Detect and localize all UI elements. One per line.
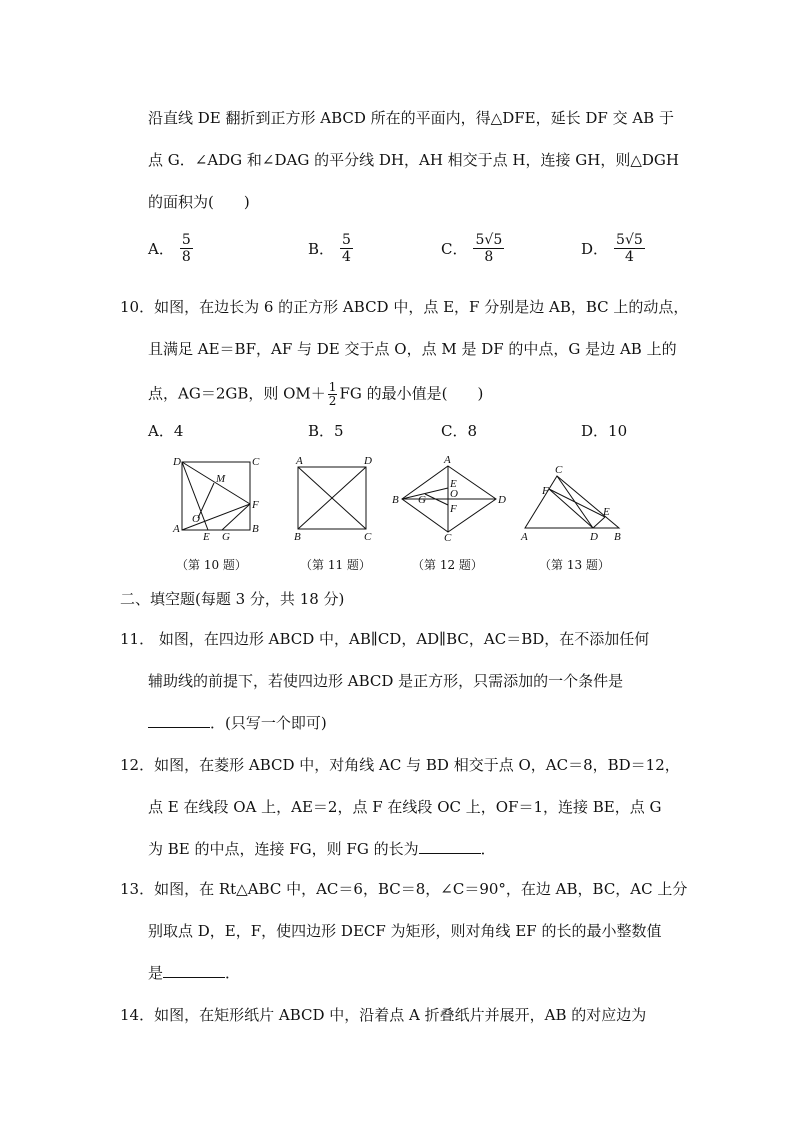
- q10-line-2: 且满足 AE＝BF，AF 与 DE 交于点 O，点 M 是 DF 的中点，G 是边 AB 上的: [148, 340, 677, 358]
- fraction: $\frac{5√5}{4}$: [616, 232, 643, 265]
- q9-option-d[interactable]: [581, 232, 645, 265]
- q9-option-b[interactable]: [308, 232, 353, 265]
- q12-line-3: [148, 839, 496, 859]
- q11-line-1: 11． 如图，在四边形 ABCD 中，AB∥CD，AD∥BC，AC＝BD，在不添加任何: [120, 630, 650, 648]
- q9-line-2: 点 G．∠ADG 和∠DAG 的平分线 DH，AH 相交于点 H，连接 GH，则△DGH: [148, 151, 679, 169]
- fig10-label-f: F: [252, 499, 259, 511]
- q9-line-3: 的面积为( ): [148, 193, 250, 211]
- fig10-label-e: E: [203, 531, 210, 543]
- figure-12: [390, 452, 510, 542]
- q10-option-b[interactable]: B．5: [308, 422, 344, 440]
- q12-line-1: 12．如图，在菱形 ABCD 中，对角线 AC 与 BD 相交于点 O，AC＝8，BD＝12，: [120, 756, 680, 774]
- fig13-label-a: A: [521, 531, 528, 543]
- fig12-label-f: F: [450, 503, 457, 515]
- option-letter: C．: [441, 240, 468, 258]
- q11-answer-blank[interactable]: [148, 713, 210, 728]
- q10-line-3: [148, 381, 483, 408]
- fig10-label-g: G: [222, 531, 230, 543]
- fraction: $\frac{5}{4}$: [342, 232, 351, 265]
- fig12-label-b: B: [392, 494, 399, 506]
- fig10-label-b: B: [252, 523, 259, 535]
- q10-option-a[interactable]: A．4: [148, 422, 184, 440]
- option-letter: B．: [308, 240, 335, 258]
- q13-line-3-end: ．: [225, 964, 241, 982]
- fig13-label-b: B: [614, 531, 621, 543]
- fig12-label-a: A: [444, 454, 451, 466]
- q13-answer-blank[interactable]: [163, 963, 225, 978]
- fig10-label-c: C: [252, 456, 260, 468]
- fig12-label-c: C: [444, 532, 452, 544]
- q12-line-3-text: 为 BE 的中点，连接 FG，则 FG 的长为: [148, 840, 419, 858]
- option-letter: A．: [148, 240, 174, 258]
- q14-line-1: 14．如图，在矩形纸片 ABCD 中，沿着点 A 折叠纸片并展开，AB 的对应边为: [120, 1006, 647, 1024]
- option-letter: D．: [581, 240, 609, 258]
- fig10-label-o: O: [192, 513, 200, 525]
- q11-line-3-text: ．(只写一个即可): [210, 714, 327, 732]
- q13-line-1: 13．如图，在 Rt△ABC 中，AC＝6，BC＝8，∠C＝90°，在边 AB，BC，AC 上分: [120, 880, 688, 898]
- q10-option-d[interactable]: D．10: [581, 422, 628, 440]
- fig13-label-c: C: [555, 464, 563, 476]
- q11-line-2: 辅助线的前提下，若使四边形 ABCD 是正方形，只需添加的一个条件是: [148, 672, 624, 690]
- fig11-label-c: C: [364, 531, 372, 543]
- fig13-label-d: D: [590, 531, 598, 543]
- q11-line-3: [148, 713, 327, 733]
- q12-answer-blank[interactable]: [419, 839, 481, 854]
- q9-option-c[interactable]: [441, 232, 504, 265]
- fig10-label-m: M: [216, 473, 226, 485]
- q9-line-1: 沿直线 DE 翻折到正方形 ABCD 所在的平面内，得△DFE，延长 DF 交 AB 于: [148, 109, 674, 127]
- figure-10: [170, 452, 270, 542]
- q13-line-3-text: 是: [148, 964, 164, 982]
- q10-option-c[interactable]: C．8: [441, 422, 478, 440]
- fig11-label-a: A: [296, 455, 303, 467]
- fraction: $\frac{5}{8}$: [181, 232, 191, 265]
- q10-line-3-start: 点，AG＝2GB，则 OM＋: [148, 384, 326, 403]
- figure-11: [290, 452, 380, 542]
- fig13-label-f: F: [542, 485, 549, 497]
- fig12-label-e: E: [450, 478, 457, 490]
- fig10-label-a: A: [173, 523, 180, 535]
- q12-line-3-end: ．: [480, 840, 496, 858]
- caption-q11: （第 11 题）: [300, 558, 371, 572]
- fig11-label-b: B: [294, 531, 301, 543]
- figure-13: [515, 452, 635, 542]
- caption-q13: （第 13 题）: [539, 558, 610, 572]
- caption-q10: （第 10 题）: [176, 558, 247, 572]
- fig12-label-o: O: [450, 488, 458, 500]
- q10-line-3-end: FG 的最小值是( ): [339, 384, 484, 403]
- q9-option-a[interactable]: [148, 232, 193, 265]
- fig12-label-g: G: [418, 494, 426, 506]
- caption-q12: （第 12 题）: [412, 558, 483, 572]
- section-2-title: 二、填空题(每题 3 分，共 18 分): [120, 590, 345, 608]
- fig13-label-e: E: [603, 506, 610, 518]
- q12-line-2: 点 E 在线段 OA 上，AE＝2，点 F 在线段 OC 上，OF＝1，连接 BE，点 G: [148, 798, 662, 816]
- fig10-label-d: D: [173, 456, 181, 468]
- q10-line-1: 10．如图，在边长为 6 的正方形 ABCD 中，点 E，F 分别是边 AB，BC 上的动点，: [120, 298, 689, 316]
- fig12-label-d: D: [498, 494, 506, 506]
- q13-line-3: [148, 963, 240, 983]
- fraction: $\frac{5√5}{8}$: [475, 232, 503, 265]
- half-fraction: $\frac{1}{2}$: [328, 380, 337, 408]
- q13-line-2: 别取点 D，E，F，使四边形 DECF 为矩形，则对角线 EF 的长的最小整数值: [148, 922, 662, 940]
- fig11-label-d: D: [364, 455, 372, 467]
